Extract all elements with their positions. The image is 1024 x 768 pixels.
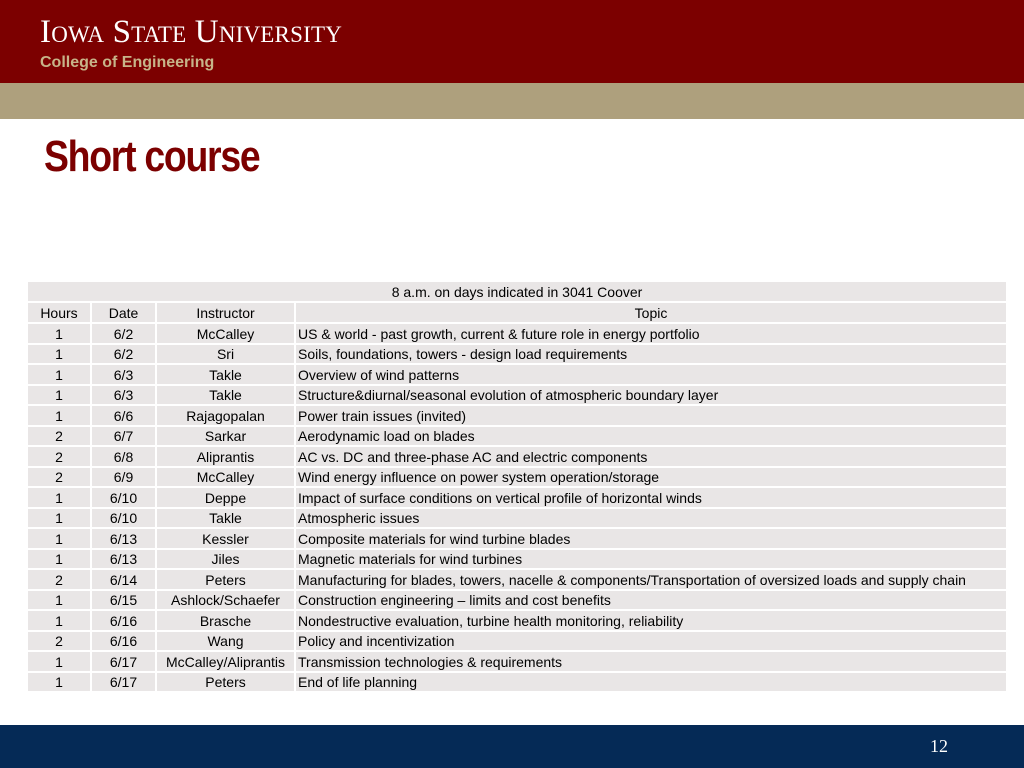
cell-topic: Magnetic materials for wind turbines xyxy=(295,549,1007,570)
cell-hours: 1 xyxy=(27,385,91,406)
accent-band xyxy=(0,83,1024,119)
cell-topic: Impact of surface conditions on vertical profile of horizontal winds xyxy=(295,487,1007,508)
cell-instructor: McCalley/Aliprantis xyxy=(156,651,295,672)
column-header-instructor: Instructor xyxy=(156,302,295,323)
cell-instructor: Peters xyxy=(156,672,295,693)
cell-instructor: Sri xyxy=(156,344,295,365)
cell-hours: 2 xyxy=(27,569,91,590)
cell-instructor: Jiles xyxy=(156,549,295,570)
cell-topic: Nondestructive evaluation, turbine health monitoring, reliability xyxy=(295,610,1007,631)
cell-instructor: McCalley xyxy=(156,467,295,488)
table-row xyxy=(27,590,1007,611)
cell-instructor: Deppe xyxy=(156,487,295,508)
table-row xyxy=(27,405,1007,426)
column-header-date: Date xyxy=(91,302,156,323)
cell-hours: 2 xyxy=(27,426,91,447)
cell-topic: Atmospheric issues xyxy=(295,508,1007,529)
cell-hours: 1 xyxy=(27,405,91,426)
table-row xyxy=(27,610,1007,631)
cell-instructor: Ashlock/Schaefer xyxy=(156,590,295,611)
cell-hours: 1 xyxy=(27,364,91,385)
cell-date: 6/7 xyxy=(91,426,156,447)
cell-topic: Power train issues (invited) xyxy=(295,405,1007,426)
table-row xyxy=(27,631,1007,652)
table-row xyxy=(27,508,1007,529)
table-row xyxy=(27,426,1007,447)
cell-topic: Soils, foundations, towers - design load requirements xyxy=(295,344,1007,365)
table-row xyxy=(27,323,1007,344)
cell-hours: 1 xyxy=(27,590,91,611)
cell-date: 6/16 xyxy=(91,631,156,652)
cell-date: 6/10 xyxy=(91,508,156,529)
cell-date: 6/16 xyxy=(91,610,156,631)
cell-date: 6/10 xyxy=(91,487,156,508)
cell-instructor: Sarkar xyxy=(156,426,295,447)
cell-hours: 2 xyxy=(27,467,91,488)
cell-instructor: McCalley xyxy=(156,323,295,344)
cell-date: 6/13 xyxy=(91,549,156,570)
college-name: College of Engineering xyxy=(40,54,215,71)
header-band xyxy=(0,0,1024,83)
cell-topic: AC vs. DC and three-phase AC and electric components xyxy=(295,446,1007,467)
cell-hours: 1 xyxy=(27,508,91,529)
column-header-hours: Hours xyxy=(27,302,91,323)
table-header-row xyxy=(27,302,1007,323)
table-row xyxy=(27,672,1007,693)
footer-band xyxy=(0,725,1024,768)
cell-date: 6/17 xyxy=(91,672,156,693)
table-row xyxy=(27,569,1007,590)
cell-date: 6/2 xyxy=(91,344,156,365)
cell-date: 6/2 xyxy=(91,323,156,344)
course-schedule-table xyxy=(26,280,1008,693)
cell-instructor: Peters xyxy=(156,569,295,590)
cell-date: 6/14 xyxy=(91,569,156,590)
slide-title: Short course xyxy=(44,132,260,181)
cell-instructor: Wang xyxy=(156,631,295,652)
cell-date: 6/3 xyxy=(91,385,156,406)
cell-instructor: Takle xyxy=(156,364,295,385)
table-row xyxy=(27,651,1007,672)
table-row xyxy=(27,364,1007,385)
cell-topic: US & world - past growth, current & future role in energy portfolio xyxy=(295,323,1007,344)
table-row xyxy=(27,446,1007,467)
cell-topic: Construction engineering – limits and cost benefits xyxy=(295,590,1007,611)
cell-hours: 1 xyxy=(27,528,91,549)
column-header-topic: Topic xyxy=(295,302,1007,323)
cell-hours: 1 xyxy=(27,323,91,344)
cell-instructor: Takle xyxy=(156,385,295,406)
cell-date: 6/9 xyxy=(91,467,156,488)
cell-hours: 1 xyxy=(27,672,91,693)
cell-date: 6/13 xyxy=(91,528,156,549)
cell-topic: End of life planning xyxy=(295,672,1007,693)
table-row xyxy=(27,487,1007,508)
table-body xyxy=(27,323,1007,692)
cell-instructor: Takle xyxy=(156,508,295,529)
cell-hours: 1 xyxy=(27,487,91,508)
table-banner: 8 a.m. on days indicated in 3041 Coover xyxy=(27,281,1007,302)
table-row xyxy=(27,528,1007,549)
university-wordmark: Iowa State University xyxy=(40,14,342,50)
cell-hours: 2 xyxy=(27,446,91,467)
cell-topic: Transmission technologies & requirements xyxy=(295,651,1007,672)
cell-instructor: Aliprantis xyxy=(156,446,295,467)
table-row xyxy=(27,467,1007,488)
cell-hours: 2 xyxy=(27,631,91,652)
cell-hours: 1 xyxy=(27,610,91,631)
cell-topic: Aerodynamic load on blades xyxy=(295,426,1007,447)
cell-topic: Structure&diurnal/seasonal evolution of atmospheric boundary layer xyxy=(295,385,1007,406)
cell-instructor: Brasche xyxy=(156,610,295,631)
cell-hours: 1 xyxy=(27,651,91,672)
cell-date: 6/17 xyxy=(91,651,156,672)
cell-date: 6/3 xyxy=(91,364,156,385)
cell-hours: 1 xyxy=(27,344,91,365)
table-row xyxy=(27,344,1007,365)
page-number: 12 xyxy=(930,736,948,756)
cell-date: 6/6 xyxy=(91,405,156,426)
cell-topic: Composite materials for wind turbine blades xyxy=(295,528,1007,549)
table-row xyxy=(27,385,1007,406)
cell-date: 6/8 xyxy=(91,446,156,467)
cell-instructor: Rajagopalan xyxy=(156,405,295,426)
cell-topic: Policy and incentivization xyxy=(295,631,1007,652)
cell-topic: Manufacturing for blades, towers, nacelle & components/Transportation of oversized loads and supply chain xyxy=(295,569,1007,590)
cell-hours: 1 xyxy=(27,549,91,570)
table-row xyxy=(27,549,1007,570)
cell-instructor: Kessler xyxy=(156,528,295,549)
cell-topic: Wind energy influence on power system operation/storage xyxy=(295,467,1007,488)
cell-date: 6/15 xyxy=(91,590,156,611)
cell-topic: Overview of wind patterns xyxy=(295,364,1007,385)
